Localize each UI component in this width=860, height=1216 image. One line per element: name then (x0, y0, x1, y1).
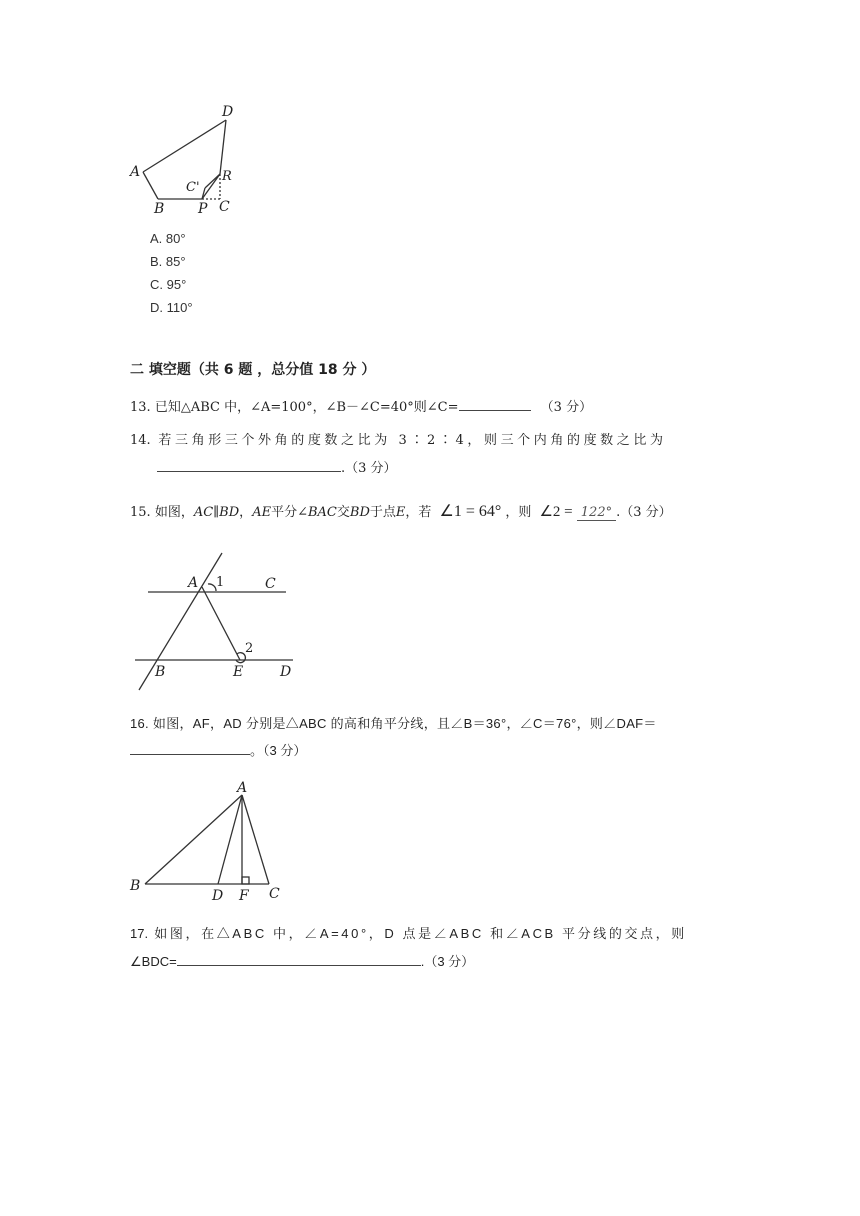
q15-angle1: ∠1 = 64° (439, 503, 502, 520)
q13-answer-blank[interactable] (459, 398, 531, 411)
q16-number: 16. (130, 716, 149, 731)
q16-text: 如图，AF，AD 分别是△ABC 的高和角平分线，且∠B＝36°，∠C＝76°，则∠DAF＝ (152, 716, 657, 731)
q15-ae: AE (252, 505, 272, 520)
q15-pre: 如图， (154, 505, 194, 520)
question-14-line2 (157, 459, 397, 477)
figure-q16 (125, 780, 285, 905)
q15-meets: 交 (336, 505, 350, 520)
q17-line2: ∠BDC= (130, 954, 177, 969)
label-e: E (233, 664, 244, 680)
q14-answer-blank[interactable] (157, 459, 341, 472)
option-c: C. 95° (150, 277, 187, 292)
question-16-line2 (130, 742, 306, 759)
q14-score: .（3 分） (341, 461, 397, 476)
label-a: A (237, 780, 248, 796)
q13-text: 已知△ABC 中，∠A=100°，∠B－∠C=40°则∠C= (154, 400, 459, 415)
figure-q15 (130, 550, 300, 695)
label-b: B (130, 878, 141, 894)
q16-answer-blank[interactable] (130, 742, 250, 755)
figure-q12 (120, 100, 250, 220)
label-2: 2 (245, 641, 254, 656)
label-r: R (222, 169, 232, 184)
label-p: P (198, 201, 208, 217)
q15-score: .（3 分） (616, 505, 672, 520)
option-b: B. 85° (150, 254, 186, 269)
label-a: A (130, 164, 141, 180)
q15-bd: BD (349, 505, 370, 520)
q15-angle2: ∠2 = (539, 504, 573, 520)
question-16 (130, 716, 657, 732)
label-1: 1 (216, 575, 225, 590)
option-a: A. 80° (150, 231, 186, 246)
label-b: B (154, 201, 165, 217)
question-15 (130, 504, 672, 521)
label-d: D (280, 664, 292, 680)
label-a: A (188, 575, 199, 591)
q15-bac: BAC (307, 505, 337, 520)
q17-number: 17. (130, 926, 149, 941)
q14-number: 14. (130, 433, 151, 448)
option-d: D. 110° (150, 300, 193, 315)
question-17-line2 (130, 953, 474, 970)
q15-bisects: 平分∠ (271, 505, 308, 520)
q15-answer: 122° (577, 505, 616, 521)
section-title: 二 填空题（共 6 题 ，总分值 18 分 ） (130, 362, 376, 378)
label-f: F (239, 888, 249, 904)
question-13 (130, 398, 592, 416)
q17-line1: 如图，在△ABC 中，∠A=40°，D 点是∠ABC 和∠ACB 平分线的交点，则 (154, 926, 687, 941)
q13-number: 13. (130, 400, 151, 415)
label-c: C (265, 576, 276, 592)
label-d: D (212, 888, 224, 904)
q15-if: ，若 (405, 505, 432, 520)
label-d: D (222, 104, 234, 120)
q15-e: E (395, 505, 406, 520)
q14-line1: 若三角形三个外角的度数之比为 3∶2∶4，则三个内角的度数之比为 (158, 433, 667, 448)
q13-score: （3 分） (540, 400, 593, 415)
label-c-prime: C' (186, 180, 200, 195)
q15-comma: ， (239, 505, 253, 520)
q17-answer-blank[interactable] (177, 953, 421, 966)
q15-number: 15. (130, 505, 151, 520)
question-17 (130, 926, 687, 942)
question-14 (130, 433, 667, 449)
q15-ac-bd: AC∥BD (193, 505, 240, 520)
q16-score: 。（3 分） (250, 743, 307, 758)
label-c: C (269, 886, 280, 902)
q15-then: ，则 (505, 505, 532, 520)
label-b: B (155, 664, 166, 680)
q17-score: .（3 分） (420, 954, 475, 969)
label-c: C (219, 199, 230, 215)
q15-at-point: 于点 (369, 505, 396, 520)
